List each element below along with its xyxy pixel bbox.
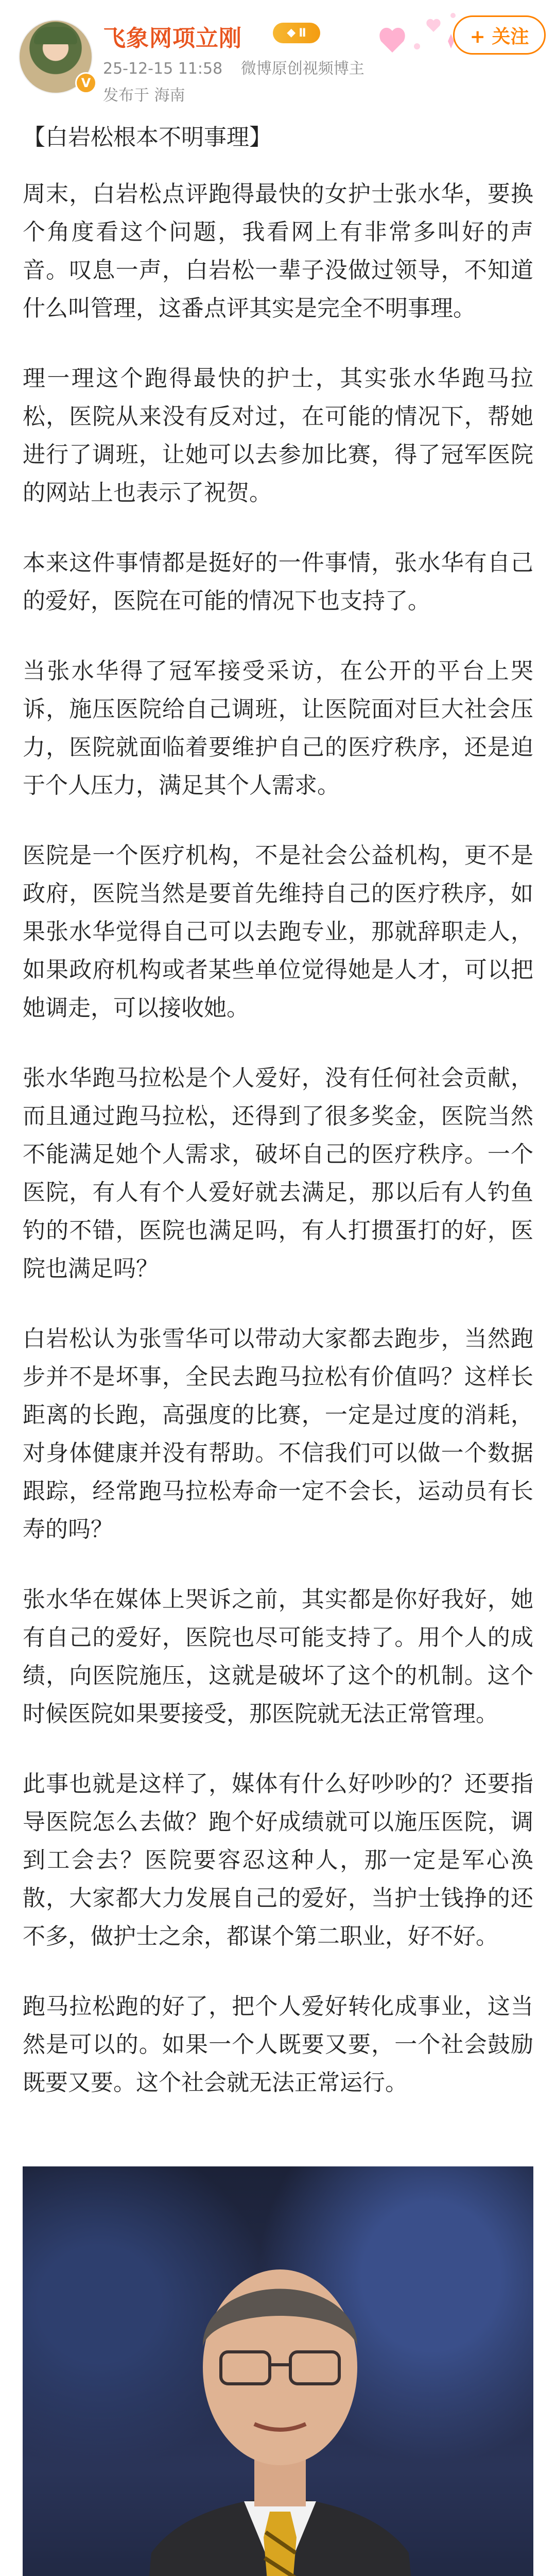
post-meta (103, 56, 364, 78)
post-location: 发布于 海南 (103, 87, 185, 105)
post-paragraph: 张水华跑马拉松是个人爱好，没有任何社会贡献，而且通过跑马拉松，还得到了很多奖金，医院当然不能满足她个人需求，破坏自己的医疗秩序。一个医院，有人有个人爱好就去满足，那以后有人钓鱼钓的不错，医院也满足吗，有人打掼蛋打的好，医院也满足吗？ (23, 1065, 533, 1282)
follow-button[interactable]: + 关注 (453, 15, 546, 55)
presenter-figure (115, 2197, 445, 2576)
post-paragraph: 白岩松认为张雪华可以带动大家都去跑步，当然跑步并不是坏事，全民去跑马拉松有价值吗？这样长距离的长跑，高强度的比赛，一定是过度的消耗，对身体健康并没有帮助。不信我们可以做一个数据跟踪，经常跑马拉松寿命一定不会长，运动员有长寿的吗？ (23, 1326, 533, 1543)
level-badge (273, 23, 320, 43)
level-badge-label: Ⅱ (299, 26, 306, 40)
video-thumbnail[interactable] (23, 2166, 533, 2576)
post-paragraph: 当张水华得了冠军接受采访，在公开的平台上哭诉，施压医院给自己调班，让医院面对巨大社会压力，医院就面临着要维护自己的医疗秩序，还是迫于个人压力，满足其个人需求。 (23, 658, 533, 799)
post-header (0, 0, 556, 108)
post-source: 微博原创视频博主 (240, 60, 364, 78)
post-paragraph: 此事也就是这样了，媒体有什么好吵吵的？还要指导医院怎么去做？跑个好成绩就可以施压医院，调到工会去？医院要容忍这种人，那一定是军心涣散，大家都大力发展自己的爱好，当护士钱挣的还不多，做护士之余，都谋个第二职业，好不好。 (23, 1771, 533, 1950)
username[interactable]: 飞象网项立刚 (103, 25, 242, 52)
post-body (23, 118, 533, 2134)
post-paragraph: 医院是一个医疗机构，不是社会公益机构，更不是政府，医院当然是要首先维持自己的医疗秩序，如果张水华觉得自己可以去跑专业，那就辞职走人，如果政府机构或者某些单位觉得她是人才，可以把她调走，可以接收她。 (23, 842, 533, 1021)
diamond-icon: ◆ (287, 26, 296, 39)
verified-badge-icon: V (75, 72, 97, 94)
post-paragraph: 周末，白岩松点评跑得最快的女护士张水华，要换个角度看这个问题，我看网上有非常多叫好的声音。叹息一声，白岩松一辈子没做过领导，不知道什么叫管理，这番点评其实是完全不明事理。 (23, 181, 533, 321)
post-paragraph: 跑马拉松跑的好了，把个人爱好转化成事业，这当然是可以的。如果一个人既要又要，一个社会鼓励既要又要。这个社会就无法正常运行。 (23, 1993, 533, 2096)
post-title: 【白岩松根本不明事理】 (23, 124, 272, 150)
post-paragraph: 张水华在媒体上哭诉之前，其实都是你好我好，她有自己的爱好，医院也尽可能支持了。用个人的成绩，向医院施压，这就是破坏了这个的机制。这个时候医院如果要接受，那医院就无法正常管理。 (23, 1586, 533, 1727)
post-paragraph: 本来这件事情都是挺好的一件事情，张水华有自己的爱好，医院在可能的情况下也支持了。 (23, 550, 533, 614)
post-paragraph: 理一理这个跑得最快的护士，其实张水华跑马拉松，医院从来没有反对过，在可能的情况下，帮她进行了调班，让她可以去参加比赛，得了冠军医院的网站上也表示了祝贺。 (23, 365, 533, 506)
post-date: 25-12-15 11:58 (103, 60, 223, 78)
avatar-hat (34, 27, 77, 44)
